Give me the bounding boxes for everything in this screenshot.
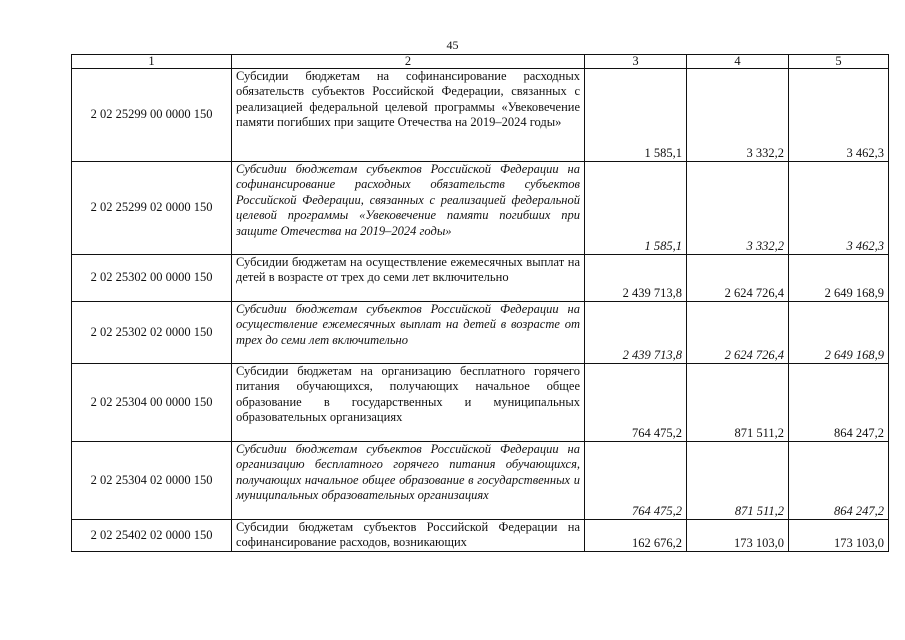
column-header: 3 (585, 55, 687, 69)
column-header: 4 (687, 55, 789, 69)
budget-code: 2 02 25299 00 0000 150 (72, 69, 232, 162)
value-col-4: 2 624 726,4 (687, 302, 789, 364)
value-col-3: 2 439 713,8 (585, 302, 687, 364)
budget-code: 2 02 25304 00 0000 150 (72, 364, 232, 442)
value-col-3: 162 676,2 (585, 520, 687, 552)
value-col-5: 864 247,2 (789, 364, 889, 442)
budget-table (71, 54, 889, 552)
table-row (72, 520, 889, 552)
row-description: Субсидии бюджетам на осуществление ежемесячных выплат на детей в возрасте от трех до семи лет включительно (232, 255, 585, 302)
value-col-4: 173 103,0 (687, 520, 789, 552)
value-col-5: 3 462,3 (789, 69, 889, 162)
row-description: Субсидии бюджетам субъектов Российской Федерации на осуществление ежемесячных выплат на детей в возрасте от трех до семи лет включительно (232, 302, 585, 364)
row-description: Субсидии бюджетам субъектов Российской Федерации на софинансирование расходных обязательств субъектов Российской Федерации, связанных с реализацией федеральной целевой программы «Увековечение памяти погибших при защите Отечества на 2019–2024 годы» (232, 162, 585, 255)
row-description: Субсидии бюджетам субъектов Российской Федерации на организацию бесплатного горячего питания обучающихся, получающих начальное общее образование в государственных и муниципальных образовательных организациях (232, 442, 585, 520)
budget-code: 2 02 25299 02 0000 150 (72, 162, 232, 255)
value-col-3: 764 475,2 (585, 442, 687, 520)
table-row (72, 364, 889, 442)
value-col-4: 3 332,2 (687, 162, 789, 255)
value-col-4: 3 332,2 (687, 69, 789, 162)
value-col-5: 3 462,3 (789, 162, 889, 255)
table-row (72, 442, 889, 520)
table-row (72, 69, 889, 162)
value-col-3: 764 475,2 (585, 364, 687, 442)
value-col-4: 871 511,2 (687, 442, 789, 520)
table-row (72, 302, 889, 364)
page-number: 45 (446, 38, 459, 52)
table-row (72, 162, 889, 255)
row-description: Субсидии бюджетам на организацию бесплатного горячего питания обучающихся, получающих начальное общее образование в государственных и муниципальных образовательных организациях (232, 364, 585, 442)
value-col-4: 871 511,2 (687, 364, 789, 442)
value-col-5: 173 103,0 (789, 520, 889, 552)
value-col-3: 1 585,1 (585, 162, 687, 255)
value-col-5: 2 649 168,9 (789, 255, 889, 302)
table-row (72, 255, 889, 302)
value-col-3: 1 585,1 (585, 69, 687, 162)
value-col-5: 864 247,2 (789, 442, 889, 520)
value-col-5: 2 649 168,9 (789, 302, 889, 364)
value-col-3: 2 439 713,8 (585, 255, 687, 302)
budget-code: 2 02 25402 02 0000 150 (72, 520, 232, 552)
value-col-4: 2 624 726,4 (687, 255, 789, 302)
budget-code: 2 02 25304 02 0000 150 (72, 442, 232, 520)
row-description: Субсидии бюджетам субъектов Российской Федерации на софинансирование расходов, возникающих (232, 520, 585, 552)
budget-code: 2 02 25302 00 0000 150 (72, 255, 232, 302)
column-header: 1 (72, 55, 232, 69)
budget-code: 2 02 25302 02 0000 150 (72, 302, 232, 364)
table-header-row (72, 55, 889, 69)
column-header: 5 (789, 55, 889, 69)
column-header: 2 (232, 55, 585, 69)
row-description: Субсидии бюджетам на софинансирование расходных обязательств субъектов Российской Федерации, связанных с реализацией федеральной целевой программы «Увековечение памяти погибших при защите Отечества на 2019–2024 годы» (232, 69, 585, 162)
